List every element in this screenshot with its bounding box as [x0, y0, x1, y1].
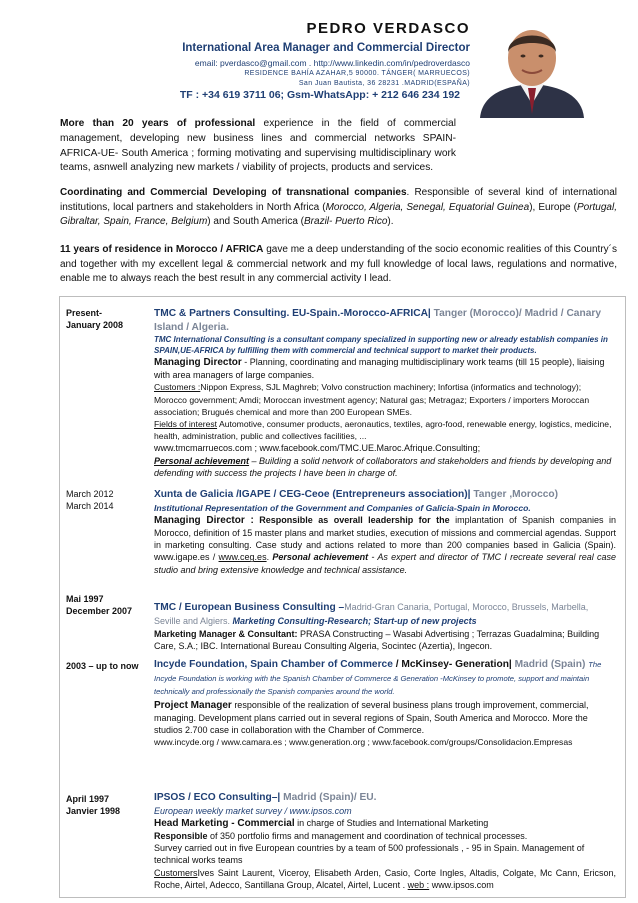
job-4-location: Madrid (Spain) — [511, 659, 586, 670]
job-3-role-text: PRASA Constructing – Wasabi Advertising ; Terrazas Guadalmina; Building Care, S.A.; IBC. International Bureau Consulting Algeria, Socintec (Azertia), Ingecon. — [154, 629, 600, 652]
portrait-image — [472, 18, 592, 118]
job-4-entry — [154, 658, 616, 748]
summary-lead: More than 20 years of professional — [60, 118, 256, 129]
job-1-role-title: Managing Director — [154, 357, 242, 368]
job-5-web-link[interactable]: www.ipsos.com — [429, 879, 494, 890]
para1-text4: ). — [387, 216, 394, 227]
job-3-date-end: December 2007 — [66, 606, 133, 616]
job-3-company: TMC / European Business Consulting – — [154, 602, 345, 613]
address-spain: San Juan Bautista, 36 28231 .MADRID(ESPAÑA) — [298, 80, 470, 87]
para2-bold: 11 years of residence in Morocco / AFRICA — [60, 244, 264, 255]
job-5-customers-list: Ives Saint Laurent, Viceroy, Elisabeth Arden, Casio, Corte Ingles, Altadis, Colgate, Mc Cann, Ericson, Roche, Airtel, Adecco, Santillana Group, Alcatel, Airtel, Lucent . — [154, 867, 616, 890]
job-2-title — [154, 488, 616, 502]
job-5-dates — [66, 793, 120, 817]
job-5-date-start: April 1997 — [66, 794, 110, 804]
job-5-resp-text: of 350 portfolio firms and management and coordination of technical processes. — [207, 830, 528, 841]
job-4-role — [154, 699, 616, 737]
job-2-web-link[interactable]: www.ceg.es — [218, 552, 267, 563]
job-5-role — [154, 817, 616, 830]
para1-text2: ), Europe ( — [529, 201, 577, 213]
job-1-achievement — [154, 455, 616, 479]
job-1-date-end: January 2008 — [66, 320, 124, 330]
para1-italic1: Morocco, Algeria, Senegal, Equatorial Guinea — [325, 201, 530, 213]
summary-paragraph — [60, 117, 456, 176]
job-1-fields — [154, 418, 616, 442]
address-morocco: RESIDENCE BAHÍA AZAHAR,5 90000. TÁNGER( MARRUECOS) — [244, 70, 470, 77]
job-3-role — [154, 628, 616, 652]
job-2-role-title: Managing Director : — [154, 514, 254, 526]
para1-bold: Coordinating and Commercial Developing of transnational companies — [60, 187, 407, 198]
job-1-customers — [154, 381, 616, 418]
job-4-company: Incyde Foundation, Spain Chamber of Commerce — [154, 659, 393, 670]
para1-italic2: Portugal, Gibraltar, Spain, France, Belgium — [60, 201, 617, 227]
job-3-dates — [66, 593, 132, 617]
candidate-name: PEDRO VERDASCO — [306, 20, 470, 37]
job-5-web-label: web : — [407, 879, 430, 890]
job-1-company: TMC & Partners Consulting. EU-Spain.-Morocco-AFRICA| — [154, 308, 431, 319]
job-3-focus: Marketing Consulting-Research; Start-up of new projects — [230, 615, 477, 626]
job-1-location: Tanger (Morocco)/ Madrid / Canary Island / Algeria. — [154, 308, 601, 333]
job-3-entry — [154, 601, 616, 652]
job-1-fields-label: Fields of interest — [154, 419, 218, 430]
contact-email-line[interactable]: email: pverdasco@gmail.com . http://www.linkedin.com/in/pedroverdasco — [194, 58, 470, 68]
para1-text3: ) and South America ( — [207, 216, 305, 227]
job-1-entry — [154, 307, 616, 479]
job-2-role-bold: Responsible as overall leadership for the — [253, 514, 450, 525]
job-4-date-range: 2003 – up to now — [66, 661, 139, 671]
coordinating-paragraph — [60, 186, 617, 230]
profile-photo — [472, 18, 592, 118]
job-5-location: Madrid (Spain)/ EU. — [280, 792, 377, 803]
job-5-role-text: in charge of Studies and International Marketing — [294, 817, 489, 828]
job-5-resp-label: Responsible — [154, 830, 208, 841]
para2-text: gave me a deep understanding of the socio economic realities of this Country´s and together with my excellent legal & commercial network and my full knowledge of local laws, regulations and normative, enable me to always reach the best result in any commercial activity I lead. — [60, 244, 617, 284]
job-5-tagline: European weekly market survey / www.ipsos.com — [154, 805, 352, 816]
job-4-dates — [66, 660, 139, 672]
job-3-title — [154, 601, 616, 628]
experience-table — [59, 296, 626, 898]
job-3-date-start: Mai 1997 — [66, 594, 104, 604]
job-4-role-title: Project Manager — [154, 699, 232, 711]
job-5-customers — [154, 867, 616, 891]
job-1-customers-list: Nippon Express, SJL Maghreb; Volvo construction machinery; Infortisa (informatics and technology); Morocco government; Amdi; Moroccan investment agency; Natural gas; Metragaz; Exporters / importers Moroccan association; Brugués chemical and more than 200 European SMEs. — [154, 382, 590, 417]
job-1-role — [154, 356, 616, 381]
job-2-company: Xunta de Galicia /IGAPE / CEG-Ceoe (Entrepreneurs association)| — [154, 489, 471, 500]
job-1-achievement-text: – Building a solid network of collaborators and stakeholders and friends by developing and defending with success the projects I have been in charge of. — [154, 455, 612, 478]
job-3-role-title: Marketing Manager & Consultant: — [154, 629, 298, 639]
job-title: International Area Manager and Commercial Director — [182, 42, 470, 54]
job-2-date-end: March 2014 — [66, 501, 114, 511]
job-4-partner: / McKinsey- Generation| — [392, 659, 512, 670]
job-3-locations: Madrid-Gran Canaria, Portugal, Morocco, Brussels, Marbella, Seville and Algiers. — [154, 602, 589, 626]
job-5-entry — [154, 791, 616, 891]
phone-line: TF : +34 619 3711 06; Gsm-WhatsApp: + 212 646 234 192 — [179, 89, 460, 101]
job-5-date-end: Janvier 1998 — [66, 806, 121, 816]
job-4-web[interactable]: www.incyde.org / www.camara.es ; www.generation.org ; www.facebook.com/groups/Consolidacion.Empresas — [154, 737, 573, 748]
para1-italic3: Brazil- Puerto Rico — [304, 216, 388, 227]
job-1-customers-label: Customers : — [154, 382, 201, 393]
job-2-dates — [66, 488, 114, 512]
job-2-role-text: implantation of Spanish companies in Morocco, definition of 15 master plans and market studies, execution of missions and commercial agendas. Support in marketing consulting. Case study and actions related to more than 200 companies based in Galicia (Spain). www.igape.es / — [154, 514, 616, 563]
job-5-responsible — [154, 830, 616, 842]
job-2-achievement-label: Personal achievement — [272, 552, 369, 563]
residence-paragraph — [60, 243, 617, 287]
job-5-title — [154, 791, 616, 805]
job-5-role-title: Head Marketing - Commercial — [154, 817, 295, 829]
job-5-company: IPSOS / ECO Consulting–| — [154, 792, 281, 803]
job-1-web[interactable]: www.tmcmarruecos.com ; www.facebook.com/TMC.UE.Maroc.Afrique.Consulting; — [154, 443, 481, 454]
job-5-survey: Survey carried out in five European countries by a team of 500 professionals , - 95 in Spain. Management of technical works teams — [154, 843, 585, 866]
para1-text1: . Responsible of several kind of international institutions, local partners and stakeholders in North Africa ( — [60, 187, 617, 213]
job-1-fields-list: Automotive, consumer products, aeronautics, textiles, agro-food, renewable energy, logistics, medicine, health, administration, public and collectives facilities, ... — [154, 419, 612, 442]
job-1-dates — [66, 307, 123, 331]
job-1-date-start: Present- — [66, 308, 103, 318]
job-1-role-text: - Planning, coordinating and managing multidisciplinary work teams (till 15 people), liaising with area managers of large companies. — [154, 357, 605, 381]
job-4-role-text: responsible of the realization of several business plans trough improvement, commercial, managing. Development plans carried out in several regions of Spain, South America and Morocco. More the studios 2.700 case in collaboration with the Chamber of Commerce. — [154, 699, 589, 735]
job-2-location: Tanger ,Morocco) — [470, 489, 559, 500]
job-1-tagline: TMC International Consulting is a consultant company specialized in supporting new or already establish companies in SPAIN,UE-AFRICA by fulfilling them with commercial and technical support to market their products. — [154, 335, 608, 355]
job-1-title — [154, 307, 616, 334]
job-4-title — [154, 658, 616, 699]
job-1-achievement-label: Personal achievement — [154, 455, 250, 466]
job-4-tagline: The Incyde Foundation is working with the Spanish Chamber of Commerce & Generation -McKinsey to promote, support and maintain technically and professionally the Spanish companies around the world. — [154, 660, 602, 696]
job-2-tagline: Institutional Representation of the Government and Companies of Galicia-Spain in Morocco. — [154, 502, 531, 513]
job-2-date-start: March 2012 — [66, 489, 114, 499]
job-2-achievement-text: - As expert and director of TMC I recreate several real case studio and bring extensive knowledge and technical assistance. — [154, 552, 616, 575]
job-2-role: Managing Director : Responsible as overall leadership for the implantation of Spanish companies in Morocco, definition of 15 master plans and market studies, execution of missions and commercial agendas. Support in marketing consulting. Case study and actions related to more than 200 companies based in Galicia (Spain). www.igape.es / www.ceg.es. Personal achievement - As expert and director of TMC I recreate several real case studio and bring extensive knowledge and technical assistance. — [154, 514, 616, 575]
summary-text: experience in the field of commercial management, developing new business lines and commercial networks SPAIN-AFRICA-UE- South America ; forming motivating and supervising multidisciplinary work teams, asnwell analyzing new markets / viability of projects, products and services. — [60, 118, 456, 174]
job-5-customers-label: Customers — [154, 867, 198, 878]
job-2-entry — [154, 488, 616, 576]
